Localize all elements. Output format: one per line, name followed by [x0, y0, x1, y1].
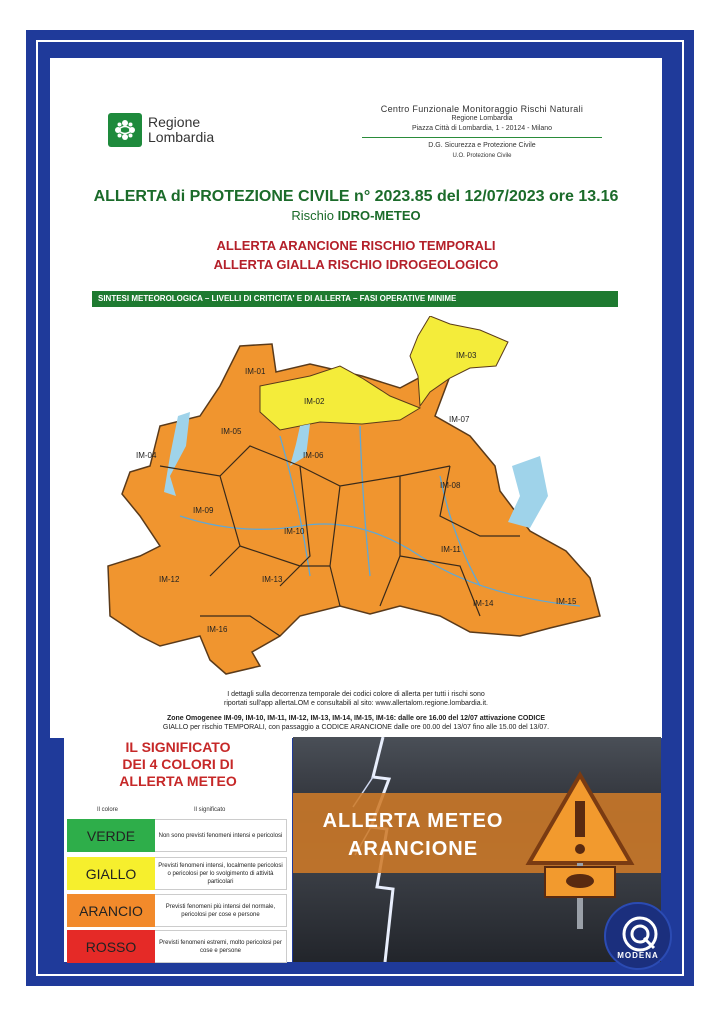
- legend-color-label: ROSSO: [67, 930, 155, 963]
- footer-line3: Zone Omogenee IM-09, IM-10, IM-11, IM-12, IM-13, IM-14, IM-15, IM-16: dalle ore 16.00 del 12/07 attivazione CODICE: [166, 715, 546, 722]
- footer-line2: riportati sull'app allertaLOM e consultabili al sito: www.allertalom.regione.lombardia.it.: [224, 700, 488, 707]
- legend-desc: Previsti fenomeni intensi, localmente pericolosi o pericolosi per lo svolgimento di attività particolari: [155, 857, 287, 890]
- rosa-camuna-icon: [108, 113, 142, 147]
- legend-color-label: ARANCIO: [67, 894, 155, 927]
- radio-icon: [620, 914, 660, 954]
- legend-title-line2: DEI 4 COLORI DI: [122, 756, 234, 772]
- center-title: Centro Funzionale Monitoraggio Rischi Naturali: [380, 104, 584, 114]
- legend-title: [64, 739, 292, 790]
- footer-line4: GIALLO per rischio TEMPORALI, con passaggio a CODICE ARANCIONE dalle ore 00.00 del 13/07 fino alle 15.00 del 13/07.: [162, 724, 550, 731]
- zone-label: IM-15: [556, 597, 577, 606]
- centro-funzionale-header: [362, 104, 602, 161]
- footer-line1: I dettagli sulla decorrenza temporale dei codici colore di allerta per tutti i rischi sono: [227, 691, 485, 698]
- map-zone-im-03: [410, 316, 508, 406]
- center-region: Regione Lombardia: [451, 115, 513, 122]
- legend-color-label: GIALLO: [67, 857, 155, 890]
- zone-label: IM-08: [440, 481, 461, 490]
- legend-col-color: Il colore: [97, 807, 119, 813]
- alert-document: [50, 58, 662, 738]
- legend-title-line1: IL SIGNIFICATO: [125, 739, 231, 755]
- legend-row-green: [67, 819, 287, 852]
- legend-row-yellow: [67, 857, 287, 890]
- legend-color-label: VERDE: [67, 819, 155, 852]
- risk-prefix: Rischio: [291, 208, 338, 223]
- zone-label: IM-03: [456, 351, 477, 360]
- regione-lombardia-logo: [108, 113, 214, 147]
- risk-subtitle: [50, 208, 662, 223]
- lake-garda: [508, 456, 548, 528]
- legend-row-orange: [67, 894, 287, 927]
- color-legend: [64, 737, 292, 962]
- legend-row-red: [67, 930, 287, 963]
- dg-label: D.G. Sicurezza e Protezione Civile: [428, 142, 536, 149]
- zone-label: IM-14: [473, 599, 494, 608]
- uo-label: U.O. Protezione Civile: [452, 153, 512, 159]
- legend-desc: Previsti fenomeni più intensi del normale, pericolosi per cose e persone: [155, 894, 287, 927]
- zone-label: IM-16: [207, 625, 228, 634]
- legend-desc: Previsti fenomeni estremi, molto pericolosi per cose e persone: [155, 930, 287, 963]
- zone-label: IM-05: [221, 427, 242, 436]
- zone-label: IM-02: [304, 397, 325, 406]
- lombardy-zone-map: [100, 316, 612, 676]
- orange-alert-line: ALLERTA ARANCIONE RISCHIO TEMPORALI: [216, 238, 496, 253]
- zone-label: IM-04: [136, 451, 157, 460]
- center-address: Piazza Città di Lombardia, 1 - 20124 - Milano: [411, 125, 553, 132]
- legend-title-line3: ALLERTA METEO: [119, 773, 237, 789]
- synthesis-bar: SINTESI METEOROLOGICA – LIVELLI DI CRITICITA' E DI ALLERTA – FASI OPERATIVE MINIME: [92, 291, 618, 307]
- badge-label: MODENA: [617, 951, 659, 960]
- header-divider: [362, 137, 602, 138]
- zone-label: IM-10: [284, 527, 305, 536]
- banner-line1: ALLERTA METEO: [322, 810, 504, 832]
- zone-label: IM-13: [262, 575, 283, 584]
- legend-col-meaning: Il significato: [194, 807, 226, 813]
- banner-text: [293, 807, 533, 863]
- zone-label: IM-12: [159, 575, 180, 584]
- footer-zones: [90, 714, 622, 732]
- risk-type: IDRO-METEO: [337, 208, 421, 223]
- footer-notes: [90, 690, 622, 708]
- logo-line1: Regione: [148, 114, 201, 130]
- zone-label: IM-07: [449, 415, 470, 424]
- protezione-civile-modena-badge: [604, 902, 672, 970]
- banner-line2: ARANCIONE: [347, 838, 479, 860]
- zone-label: IM-01: [245, 367, 266, 376]
- logo-line2: Lombardia: [148, 129, 215, 145]
- zone-label: IM-06: [303, 451, 324, 460]
- zone-label: IM-11: [441, 545, 461, 554]
- yellow-alert-line: ALLERTA GIALLA RISCHIO IDROGEOLOGICO: [213, 257, 499, 272]
- alert-title: ALLERTA di PROTEZIONE CIVILE n° 2023.85 del 12/07/2023 ore 13.16: [93, 188, 619, 205]
- legend-desc: Non sono previsti fenomeni intensi e pericolosi: [155, 819, 287, 852]
- zone-label: IM-09: [193, 506, 214, 515]
